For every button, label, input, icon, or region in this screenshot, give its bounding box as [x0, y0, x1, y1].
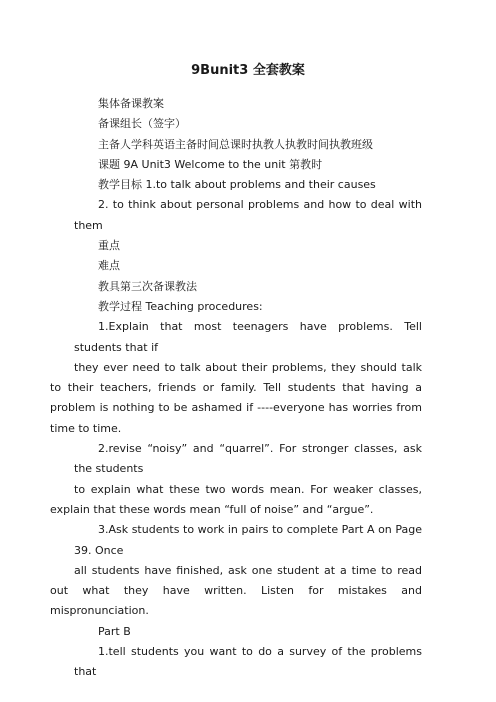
line-aids-methods: 教具第三次备课教法 — [98, 279, 197, 293]
line-step-1-continued: they ever need to talk about their problems, they should talk to their teachers, friends or family. Tell students that having a problem is nothing to be ashamed if ----everyone has worries from time to time. — [50, 360, 422, 435]
line-key-points: 重点 — [98, 239, 120, 253]
line-teaching-objective-2: 2. to think about personal problems and how to deal with them — [74, 198, 422, 232]
line-step-1-start: 1.Explain that most teenagers have problems. Tell students that if — [74, 320, 422, 354]
line-header-fields: 主备人学科英语主备时间总课时执教人执教时间执教班级 — [98, 137, 373, 151]
line-collective-lesson-plan: 集体备课教案 — [98, 97, 164, 110]
line-topic: 课题 9A Unit3 Welcome to the unit 第教时 — [98, 157, 323, 171]
line-part-b-step-1: 1.tell students you want to do a survey of the problems that — [74, 645, 422, 679]
line-part-b: Part B — [98, 624, 131, 638]
line-difficulties: 难点 — [98, 259, 120, 273]
line-step-2-start: 2.revise “noisy” and “quarrel”. For stronger classes, ask the students — [74, 442, 422, 476]
line-step-3-start: 3.Ask students to work in pairs to complete Part A on Page 39. Once — [74, 523, 422, 557]
line-group-leader-signature: 备课组长（签字） — [98, 117, 186, 131]
line-step-2-continued: to explain what these two words mean. For weaker classes, explain that these words mean “full of noise” and “argue”. — [50, 482, 422, 516]
document-title: 9Bunit3 全套教案 — [191, 63, 305, 78]
line-teaching-objective-1: 教学目标 1.to talk about problems and their causes — [98, 178, 376, 192]
document-body — [50, 94, 422, 683]
line-step-3-continued: all students have finished, ask one student at a time to read out what they have written. Listen for mistakes and mispronunciation. — [50, 563, 422, 618]
line-teaching-procedures: 教学过程 Teaching procedures: — [98, 299, 263, 313]
